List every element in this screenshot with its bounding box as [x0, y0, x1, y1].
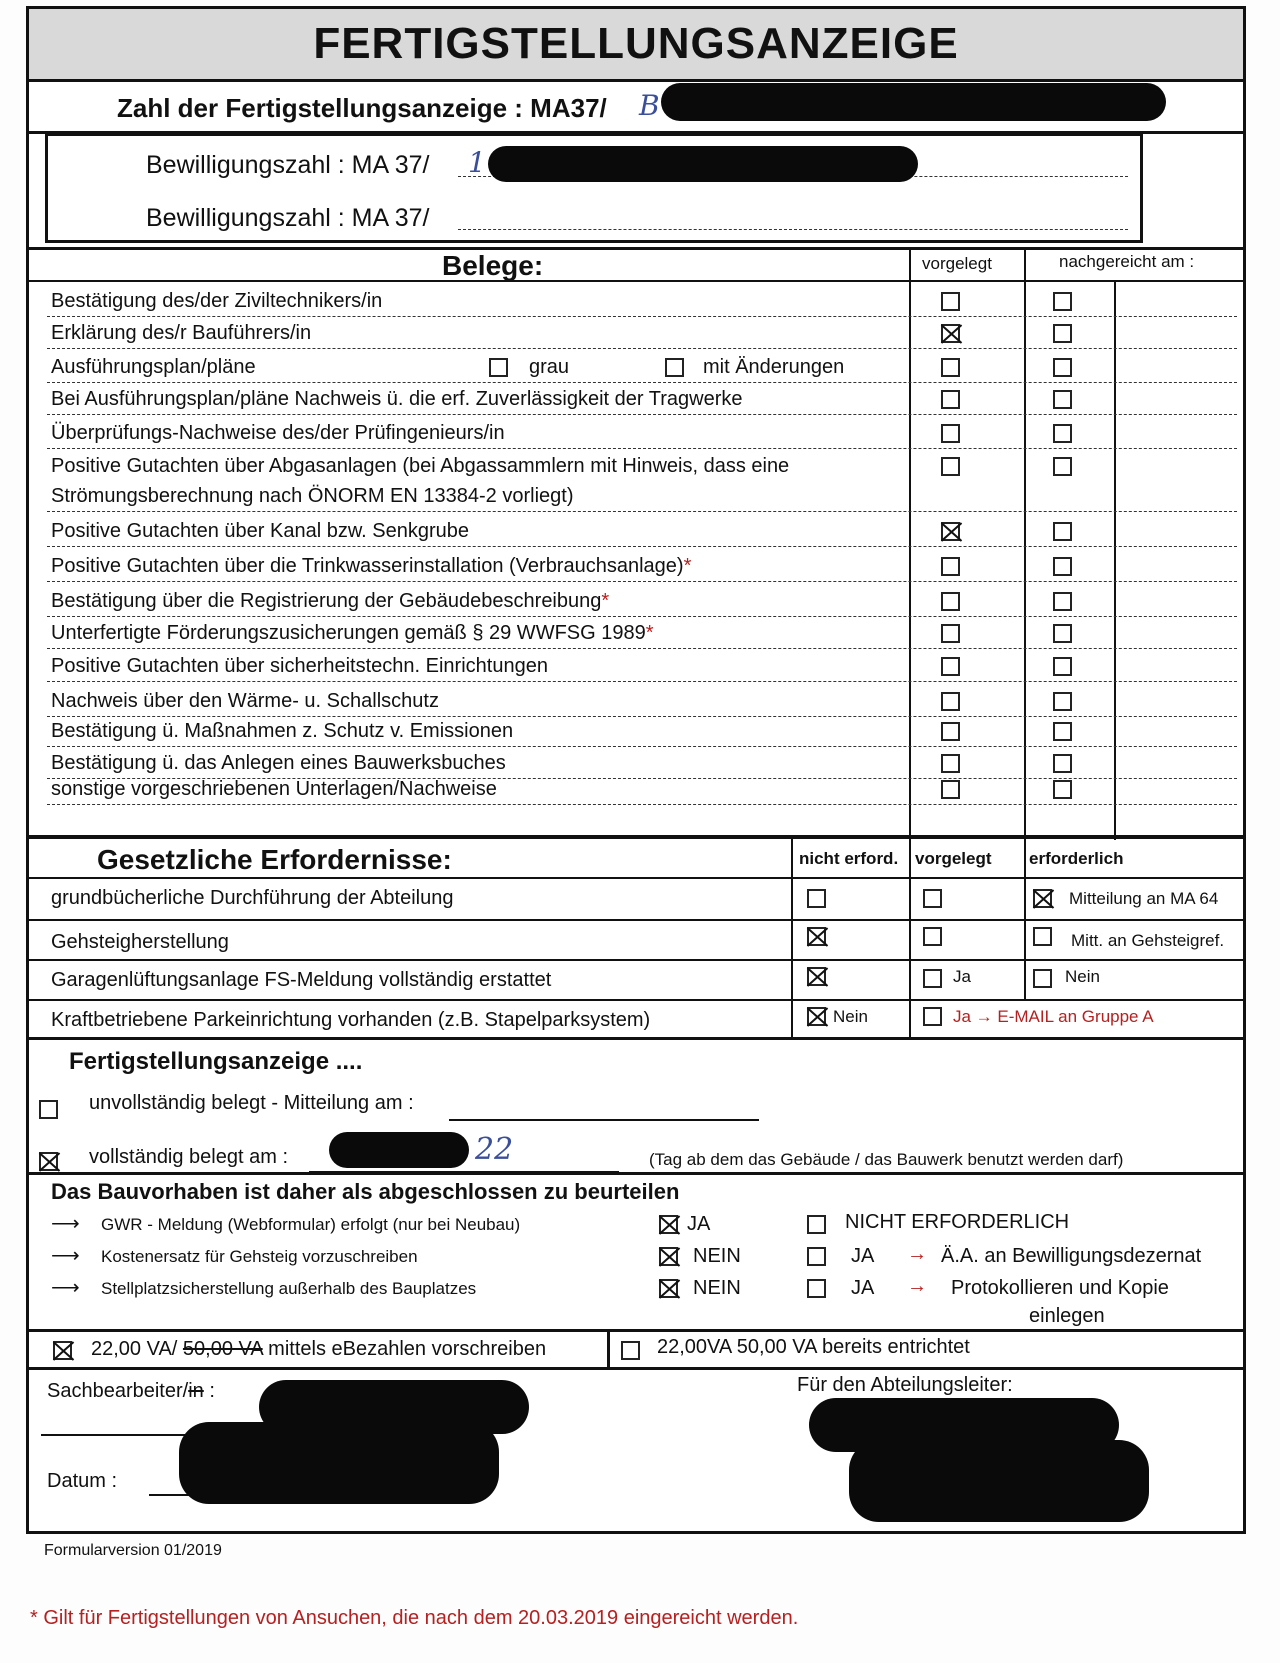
- bv-action-label-cont: einlegen: [1029, 1305, 1105, 1327]
- belege-item-label-cont: Strömungsberechnung nach ÖNORM EN 13384-2 vorliegt): [51, 485, 574, 507]
- redaction: [661, 83, 1166, 121]
- datum-label: Datum :: [47, 1470, 118, 1492]
- gesetz-row-label: Gehsteigherstellung: [51, 931, 229, 953]
- vollstaendig-label: vollständig belegt am :: [89, 1146, 289, 1168]
- belege-section: [29, 247, 1243, 840]
- bewilligung-box: [45, 133, 1143, 243]
- row-dashed-line: [47, 448, 1237, 449]
- checkbox-ja[interactable]: [923, 1007, 942, 1026]
- checkbox-nein[interactable]: [659, 1247, 678, 1266]
- bauvorhaben-section: [29, 1172, 1243, 1303]
- checkbox-va-entrichtet[interactable]: [621, 1341, 640, 1360]
- checkbox-vorgelegt[interactable]: [941, 390, 960, 409]
- belege-item-label: sonstige vorgeschriebenen Unterlagen/Nachweise: [51, 778, 497, 800]
- checkbox-nachgereicht[interactable]: [1053, 722, 1072, 741]
- checkbox-nachgereicht[interactable]: [1053, 754, 1072, 773]
- checkbox-nachgereicht[interactable]: [1053, 292, 1072, 311]
- checkbox-va-vorschreiben[interactable]: [53, 1341, 72, 1360]
- checkbox-nachgereicht[interactable]: [1053, 457, 1072, 476]
- bv-row-label: GWR - Meldung (Webformular) erfolgt (nur bei Neubau): [101, 1215, 521, 1234]
- gesetz-row-label: grundbücherliche Durchführung der Abteilung: [51, 887, 454, 909]
- checkbox-nachgereicht[interactable]: [1053, 780, 1072, 799]
- mitteilung-line: [449, 1119, 759, 1121]
- col-nachgereicht: nachgereicht am :: [1059, 252, 1195, 271]
- checkbox-nicht-erforderlich[interactable]: [807, 927, 826, 946]
- nicht-erforderlich-label: NICHT ERFORDERLICH: [845, 1211, 1070, 1233]
- bauvorhaben-heading: Das Bauvorhaben ist daher als abgeschlossen zu beurteilen: [51, 1179, 680, 1204]
- checkbox-nachgereicht[interactable]: [1053, 592, 1072, 611]
- ja-label: Ja: [953, 967, 971, 986]
- nein-label: NEIN: [693, 1245, 741, 1267]
- ja-label: JA: [851, 1245, 875, 1267]
- checkbox-vorgelegt[interactable]: [941, 624, 960, 643]
- ja-label: JA: [851, 1277, 875, 1299]
- bv-action-label: Protokollieren und Kopie: [951, 1277, 1169, 1299]
- row-dashed-line: [47, 581, 1237, 582]
- row-dashed-line: [47, 511, 1237, 512]
- checkbox-vorgelegt[interactable]: [941, 657, 960, 676]
- mitteilung-gehsteigref: Mitt. an Gehsteigref.: [1071, 931, 1225, 950]
- col-erforderlich: erforderlich: [1029, 849, 1124, 868]
- checkbox-nein[interactable]: [659, 1279, 678, 1298]
- checkbox-vorgelegt[interactable]: [941, 780, 960, 799]
- row-dashed-line: [47, 546, 1237, 547]
- belege-item-label: Überprüfungs-Nachweise des/der Prüfingenieurs/in: [51, 422, 505, 444]
- checkbox-vorgelegt[interactable]: [941, 292, 960, 311]
- col-vorgelegt: vorgelegt: [922, 254, 992, 273]
- checkbox-vorgelegt[interactable]: [941, 457, 960, 476]
- zahl-label: Zahl der Fertigstellungsanzeige : MA37/: [117, 93, 607, 123]
- gesetz-line: [29, 999, 1243, 1001]
- asterisk-mark: *: [683, 555, 692, 577]
- checkbox-vorgelegt[interactable]: [923, 927, 942, 946]
- checkbox-nein[interactable]: [1033, 969, 1052, 988]
- asterisk-mark: *: [645, 622, 654, 644]
- checkbox-vorgelegt[interactable]: [923, 889, 942, 908]
- col-divider: [909, 839, 911, 1039]
- sachbearbeiter-label: Sachbearbeiter/in :: [47, 1380, 215, 1402]
- bv-row-label: Stellplatzsicherstellung außerhalb des Bauplatzes: [101, 1279, 477, 1298]
- checkbox-mit-aenderungen[interactable]: [665, 358, 684, 377]
- checkbox-unvollstaendig[interactable]: [39, 1100, 58, 1119]
- belege-item-label: Bestätigung ü. das Anlegen eines Bauwerksbuches: [51, 752, 506, 774]
- col-nicht-erforderlich: nicht erford.: [799, 849, 899, 868]
- col-vorgelegt: vorgelegt: [915, 849, 992, 868]
- belege-heading: Belege:: [442, 250, 544, 281]
- mitteilung-ma64: Mitteilung an MA 64: [1069, 889, 1219, 908]
- checkbox-nachgereicht[interactable]: [1053, 522, 1072, 541]
- checkbox-vorgelegt[interactable]: [941, 692, 960, 711]
- bewilligungszahl-1-handwriting: 1: [468, 146, 486, 179]
- checkbox-ja[interactable]: [807, 1247, 826, 1266]
- vollstaendig-handwriting: 22: [475, 1132, 514, 1167]
- form-version: Formularversion 01/2019: [44, 1542, 222, 1559]
- belege-item-label: Positive Gutachten über die Trinkwasserinstallation (Verbrauchsanlage) *: [51, 555, 692, 577]
- row-dashed-line: [47, 382, 1237, 383]
- checkbox-nachgereicht[interactable]: [1053, 358, 1072, 377]
- unvollstaendig-label: unvollständig belegt - Mitteilung am :: [89, 1092, 414, 1114]
- nein-label: NEIN: [693, 1277, 741, 1299]
- checkbox-nachgereicht[interactable]: [1053, 692, 1072, 711]
- redaction: [849, 1440, 1149, 1522]
- checkbox-nicht-erforderlich[interactable]: [807, 1215, 826, 1234]
- checkbox-vorgelegt[interactable]: [941, 722, 960, 741]
- redaction: [329, 1132, 469, 1168]
- bewilligungszahl-2-label: Bewilligungszahl : MA 37/: [146, 204, 430, 232]
- form-sheet: [26, 6, 1246, 1534]
- checkbox-nachgereicht[interactable]: [1053, 557, 1072, 576]
- row-dashed-line: [47, 616, 1237, 617]
- col-divider: [909, 250, 911, 840]
- row-dashed-line: [47, 746, 1237, 747]
- abteilungsleiter-label: Für den Abteilungsleiter:: [797, 1374, 1013, 1396]
- belege-item-label: Unterfertigte Förderungszusicherungen gemäß § 29 WWFSG 1989 *: [51, 622, 654, 644]
- form-title: FERTIGSTELLUNGSANZEIGE: [313, 19, 959, 68]
- checkbox-ja[interactable]: [659, 1215, 678, 1234]
- va-left-label: 22,00 VA/ 50,00 VA mittels eBezahlen vorschreiben: [91, 1338, 547, 1360]
- gesetz-line: [29, 919, 1243, 921]
- checkbox-vollstaendig[interactable]: [39, 1152, 58, 1171]
- zahl-handwriting: B: [639, 89, 660, 122]
- gesetz-row-label: Garagenlüftungsanlage FS-Meldung vollständig erstattet: [51, 969, 552, 991]
- nein-label: Nein: [833, 1007, 868, 1026]
- checkbox-vorgelegt[interactable]: [941, 424, 960, 443]
- mit-aenderungen-label: mit Änderungen: [703, 356, 845, 378]
- va-section: [29, 1329, 1243, 1370]
- fs-section: [29, 1037, 1243, 1175]
- signature-section: [29, 1367, 1243, 1534]
- belege-item-label: Ausführungsplan/pläne: [51, 356, 256, 378]
- checkbox-grau[interactable]: [489, 358, 508, 377]
- zahl-row: [29, 79, 1243, 134]
- checkbox-vorgelegt[interactable]: [941, 324, 960, 343]
- checkbox-vorgelegt[interactable]: [941, 522, 960, 541]
- checkbox-nicht-erforderlich[interactable]: [807, 889, 826, 908]
- checkbox-ja[interactable]: [923, 969, 942, 988]
- belege-item-label: Nachweis über den Wärme- u. Schallschutz: [51, 690, 439, 712]
- row-dashed-line: [47, 348, 1237, 349]
- row-dashed-line: [47, 804, 1237, 805]
- form-header: [29, 9, 1243, 82]
- belege-item-label: Positive Gutachten über sicherheitstechn. Einrichtungen: [51, 655, 548, 677]
- checkbox-nachgereicht[interactable]: [1053, 390, 1072, 409]
- gesetz-section: [29, 835, 1243, 1039]
- tag-note: (Tag ab dem das Gebäude / das Bauwerk benutzt werden darf): [649, 1150, 1124, 1169]
- arrow-right-icon: →: [907, 1275, 927, 1297]
- redaction: [488, 146, 918, 182]
- va-divider: [607, 1332, 610, 1370]
- checkbox-nachgereicht[interactable]: [1053, 657, 1072, 676]
- arrow-right-icon: →: [907, 1243, 927, 1265]
- ja-email-label: Ja → E-MAIL an Gruppe A: [953, 1007, 1154, 1026]
- checkbox-erforderlich[interactable]: [1033, 889, 1052, 908]
- row-dashed-line: [47, 716, 1237, 717]
- checkbox-nachgereicht[interactable]: [1053, 624, 1072, 643]
- row-dashed-line: [47, 681, 1237, 682]
- checkbox-erforderlich[interactable]: [1033, 927, 1052, 946]
- footnote: * Gilt für Fertigstellungen von Ansuchen, die nach dem 20.03.2019 eingereicht werden.: [30, 1607, 799, 1629]
- grau-label: grau: [529, 356, 570, 378]
- col-divider: [791, 839, 793, 1039]
- ja-label: JA: [687, 1213, 711, 1235]
- checkbox-nachgereicht[interactable]: [1053, 424, 1072, 443]
- bv-row-label: Kostenersatz für Gehsteig vorzuschreiben: [101, 1247, 418, 1266]
- gesetz-line: [29, 877, 1243, 879]
- gesetz-heading: Gesetzliche Erfordernisse:: [97, 844, 452, 875]
- row-dashed-line: [47, 316, 1237, 317]
- checkbox-nachgereicht[interactable]: [1053, 324, 1072, 343]
- va-right-label: 22,00VA 50,00 VA bereits entrichtet: [657, 1336, 970, 1358]
- nein-label: Nein: [1065, 967, 1100, 986]
- checkbox-vorgelegt[interactable]: [941, 592, 960, 611]
- arrow-right-icon: ⟶: [51, 1213, 80, 1235]
- gesetz-row-label: Kraftbetriebene Parkeinrichtung vorhanden (z.B. Stapelparksystem): [51, 1009, 651, 1031]
- bv-action-label: Ä.A. an Bewilligungsdezernat: [941, 1245, 1202, 1267]
- redaction: [179, 1422, 499, 1504]
- checkbox-vorgelegt[interactable]: [941, 358, 960, 377]
- fs-heading: Fertigstellungsanzeige ....: [69, 1048, 363, 1075]
- col-divider: [1114, 280, 1116, 840]
- gesetz-line: [29, 959, 1243, 961]
- belege-item-label: Bestätigung über die Registrierung der Gebäudebeschreibung *: [51, 590, 610, 612]
- belege-item-label: Positive Gutachten über Abgasanlagen (bei Abgassammlern mit Hinweis, dass eine: [51, 455, 790, 477]
- col-divider: [1024, 250, 1026, 840]
- checkbox-nein[interactable]: [807, 1007, 826, 1026]
- row-dashed-line: [47, 414, 1237, 415]
- belege-item-label: Positive Gutachten über Kanal bzw. Senkgrube: [51, 520, 470, 542]
- checkbox-nicht-erforderlich[interactable]: [807, 967, 826, 986]
- bewilligungszahl-1-label: Bewilligungszahl : MA 37/: [146, 151, 430, 179]
- belege-item-label: Bestätigung ü. Maßnahmen z. Schutz v. Emissionen: [51, 720, 514, 742]
- arrow-right-icon: ⟶: [51, 1245, 80, 1267]
- asterisk-mark: *: [601, 590, 610, 612]
- bewilligungszahl-2-line: [458, 229, 1128, 230]
- checkbox-ja[interactable]: [807, 1279, 826, 1298]
- belege-item-label: Bei Ausführungsplan/pläne Nachweis ü. die erf. Zuverlässigkeit der Tragwerke: [51, 388, 743, 410]
- checkbox-vorgelegt[interactable]: [941, 754, 960, 773]
- checkbox-vorgelegt[interactable]: [941, 557, 960, 576]
- arrow-right-icon: ⟶: [51, 1277, 80, 1299]
- belege-item-label: Erklärung des/r Bauführers/in: [51, 322, 312, 344]
- belege-header-line: [29, 280, 1243, 282]
- belege-item-label: Bestätigung des/der Ziviltechnikers/in: [51, 290, 383, 312]
- row-dashed-line: [47, 648, 1237, 649]
